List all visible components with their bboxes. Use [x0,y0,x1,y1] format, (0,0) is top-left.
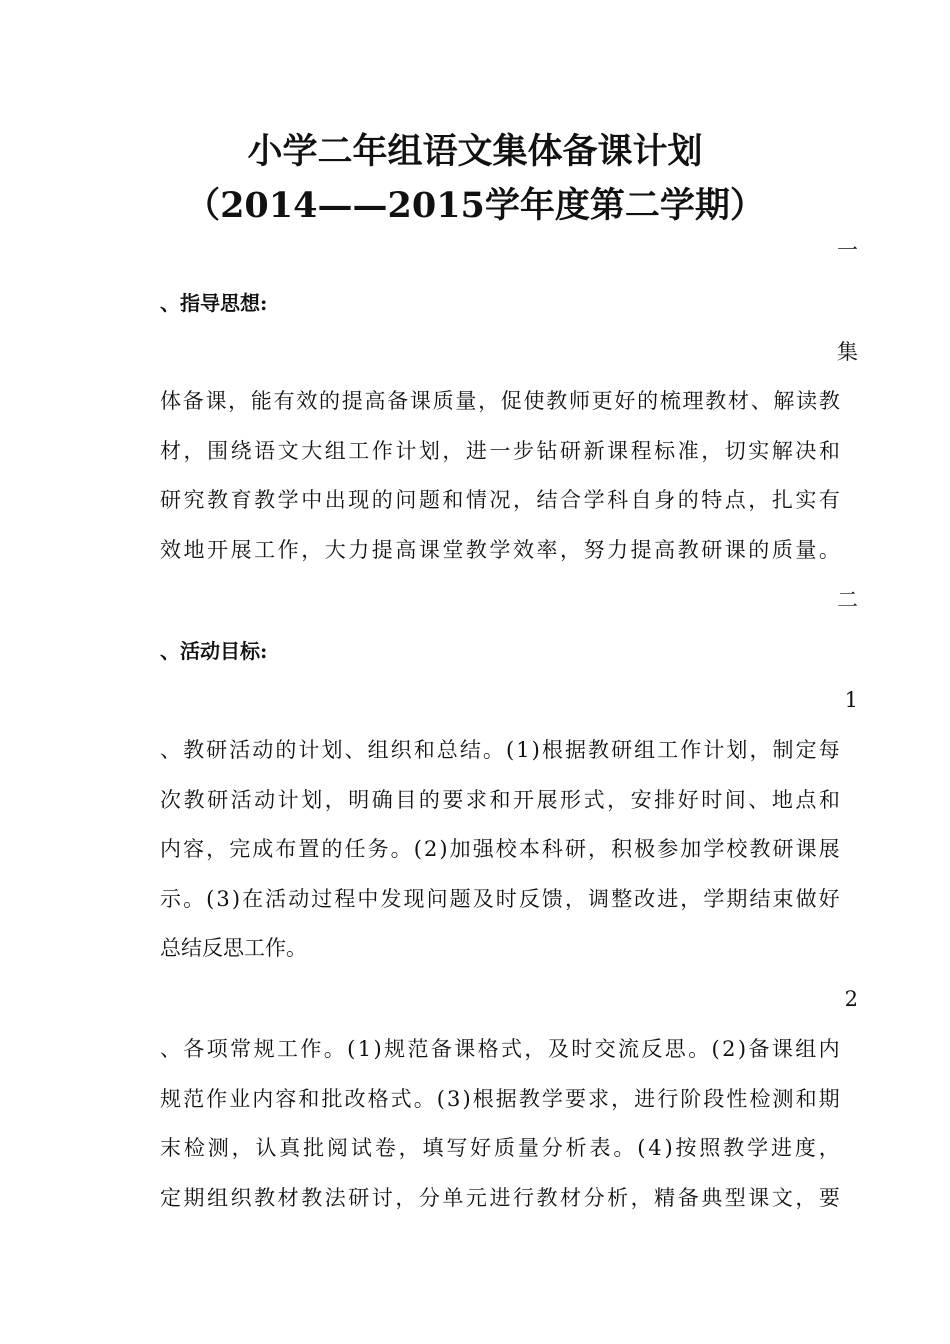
section-1-heading: 、指导思想: [160,291,268,315]
paragraph-line: 效 地 开 展 工 作 ， 大 力 提 高 课 堂 教 学 效 率 ， 努 力 提 高 教 研 课 的 质 量 。 [160,537,840,562]
paragraph-line: 次 教 研 活 动 计 划 ， 明 确 目 的 要 求 和 开 展 形 式 ， 安 排 好 时 间 、 地 点 和 [160,787,840,812]
paragraph-line: 研 究 教 育 教 学 中 出 现 的 问 题 和 情 况 ， 结 合 学 科 自 身 的 特 点 ， 扎 实 有 [160,488,840,512]
section-1-number: 一 [837,238,858,262]
paragraph-line: 规 范 作 业 内 容 和 批 改 格 式 。 ( 3 ) 根 据 教 学 要 求 ， 进 行 阶 段 性 检 测 和 期 [160,1086,840,1111]
paragraph-line: 末 检 测 ， 认 真 批 阅 试 卷 ， 填 写 好 质 量 分 析 表 。 ( 4 ) 按 照 教 学 进 度 ， [160,1136,840,1160]
document-subtitle: （2014——2015学年度第二学期） [185,185,765,226]
paragraph-line: 定 期 组 织 教 材 教 法 研 讨 ， 分 单 元 进 行 教 材 分 析 ， 精 备 典 型 课 文 ， 要 [160,1185,840,1210]
paragraph-line: 体 备 课 ， 能 有 效 的 提 高 备 课 质 量 ， 促 使 教 师 更 好 的 梳 理 教 材 、 解 读 教 [160,389,840,413]
paragraph-line: 、 各 项 常 规 工 作 。 ( 1 ) 规 范 备 课 格 式 ， 及 时 交 流 反 思 。 ( 2 ) 备 课 组 内 [160,1037,840,1061]
paragraph-line: 内 容 ， 完 成 布 置 的 任 务 。 ( 2 ) 加 强 校 本 科 研 ， 积 极 参 加 学 校 教 研 课 展 [160,837,840,861]
paragraph-line: 材 ， 围 绕 语 文 大 组 工 作 计 划 ， 进 一 步 钻 研 新 课 程 标 准 ， 切 实 解 决 和 [160,438,840,463]
item-2-paragraph [160,1035,840,1233]
document-title: 小学二年组语文集体备课计划 [247,131,703,172]
paragraph-line: 总结反思工作。 [160,936,307,960]
section-1-paragraph [160,387,840,585]
paragraph-line: 示 。 ( 3 ) 在 活 动 过 程 中 发 现 问 题 及 时 反 馈 ， 调 整 改 进 ， 学 期 结 束 做 好 [160,886,840,911]
section-1-lead-char: 集 [837,340,858,364]
item-1-paragraph [160,736,840,984]
section-2-number: 二 [837,588,858,612]
item-1-number: 1 [844,688,858,712]
item-2-number: 2 [844,987,858,1011]
paragraph-line: 、 教 研 活 动 的 计 划 、 组 织 和 总 结 。 ( 1 ) 根 据 教 研 组 工 作 计 划 ， 制 定 每 [160,738,840,762]
section-2-heading: 、活动目标: [160,639,268,663]
